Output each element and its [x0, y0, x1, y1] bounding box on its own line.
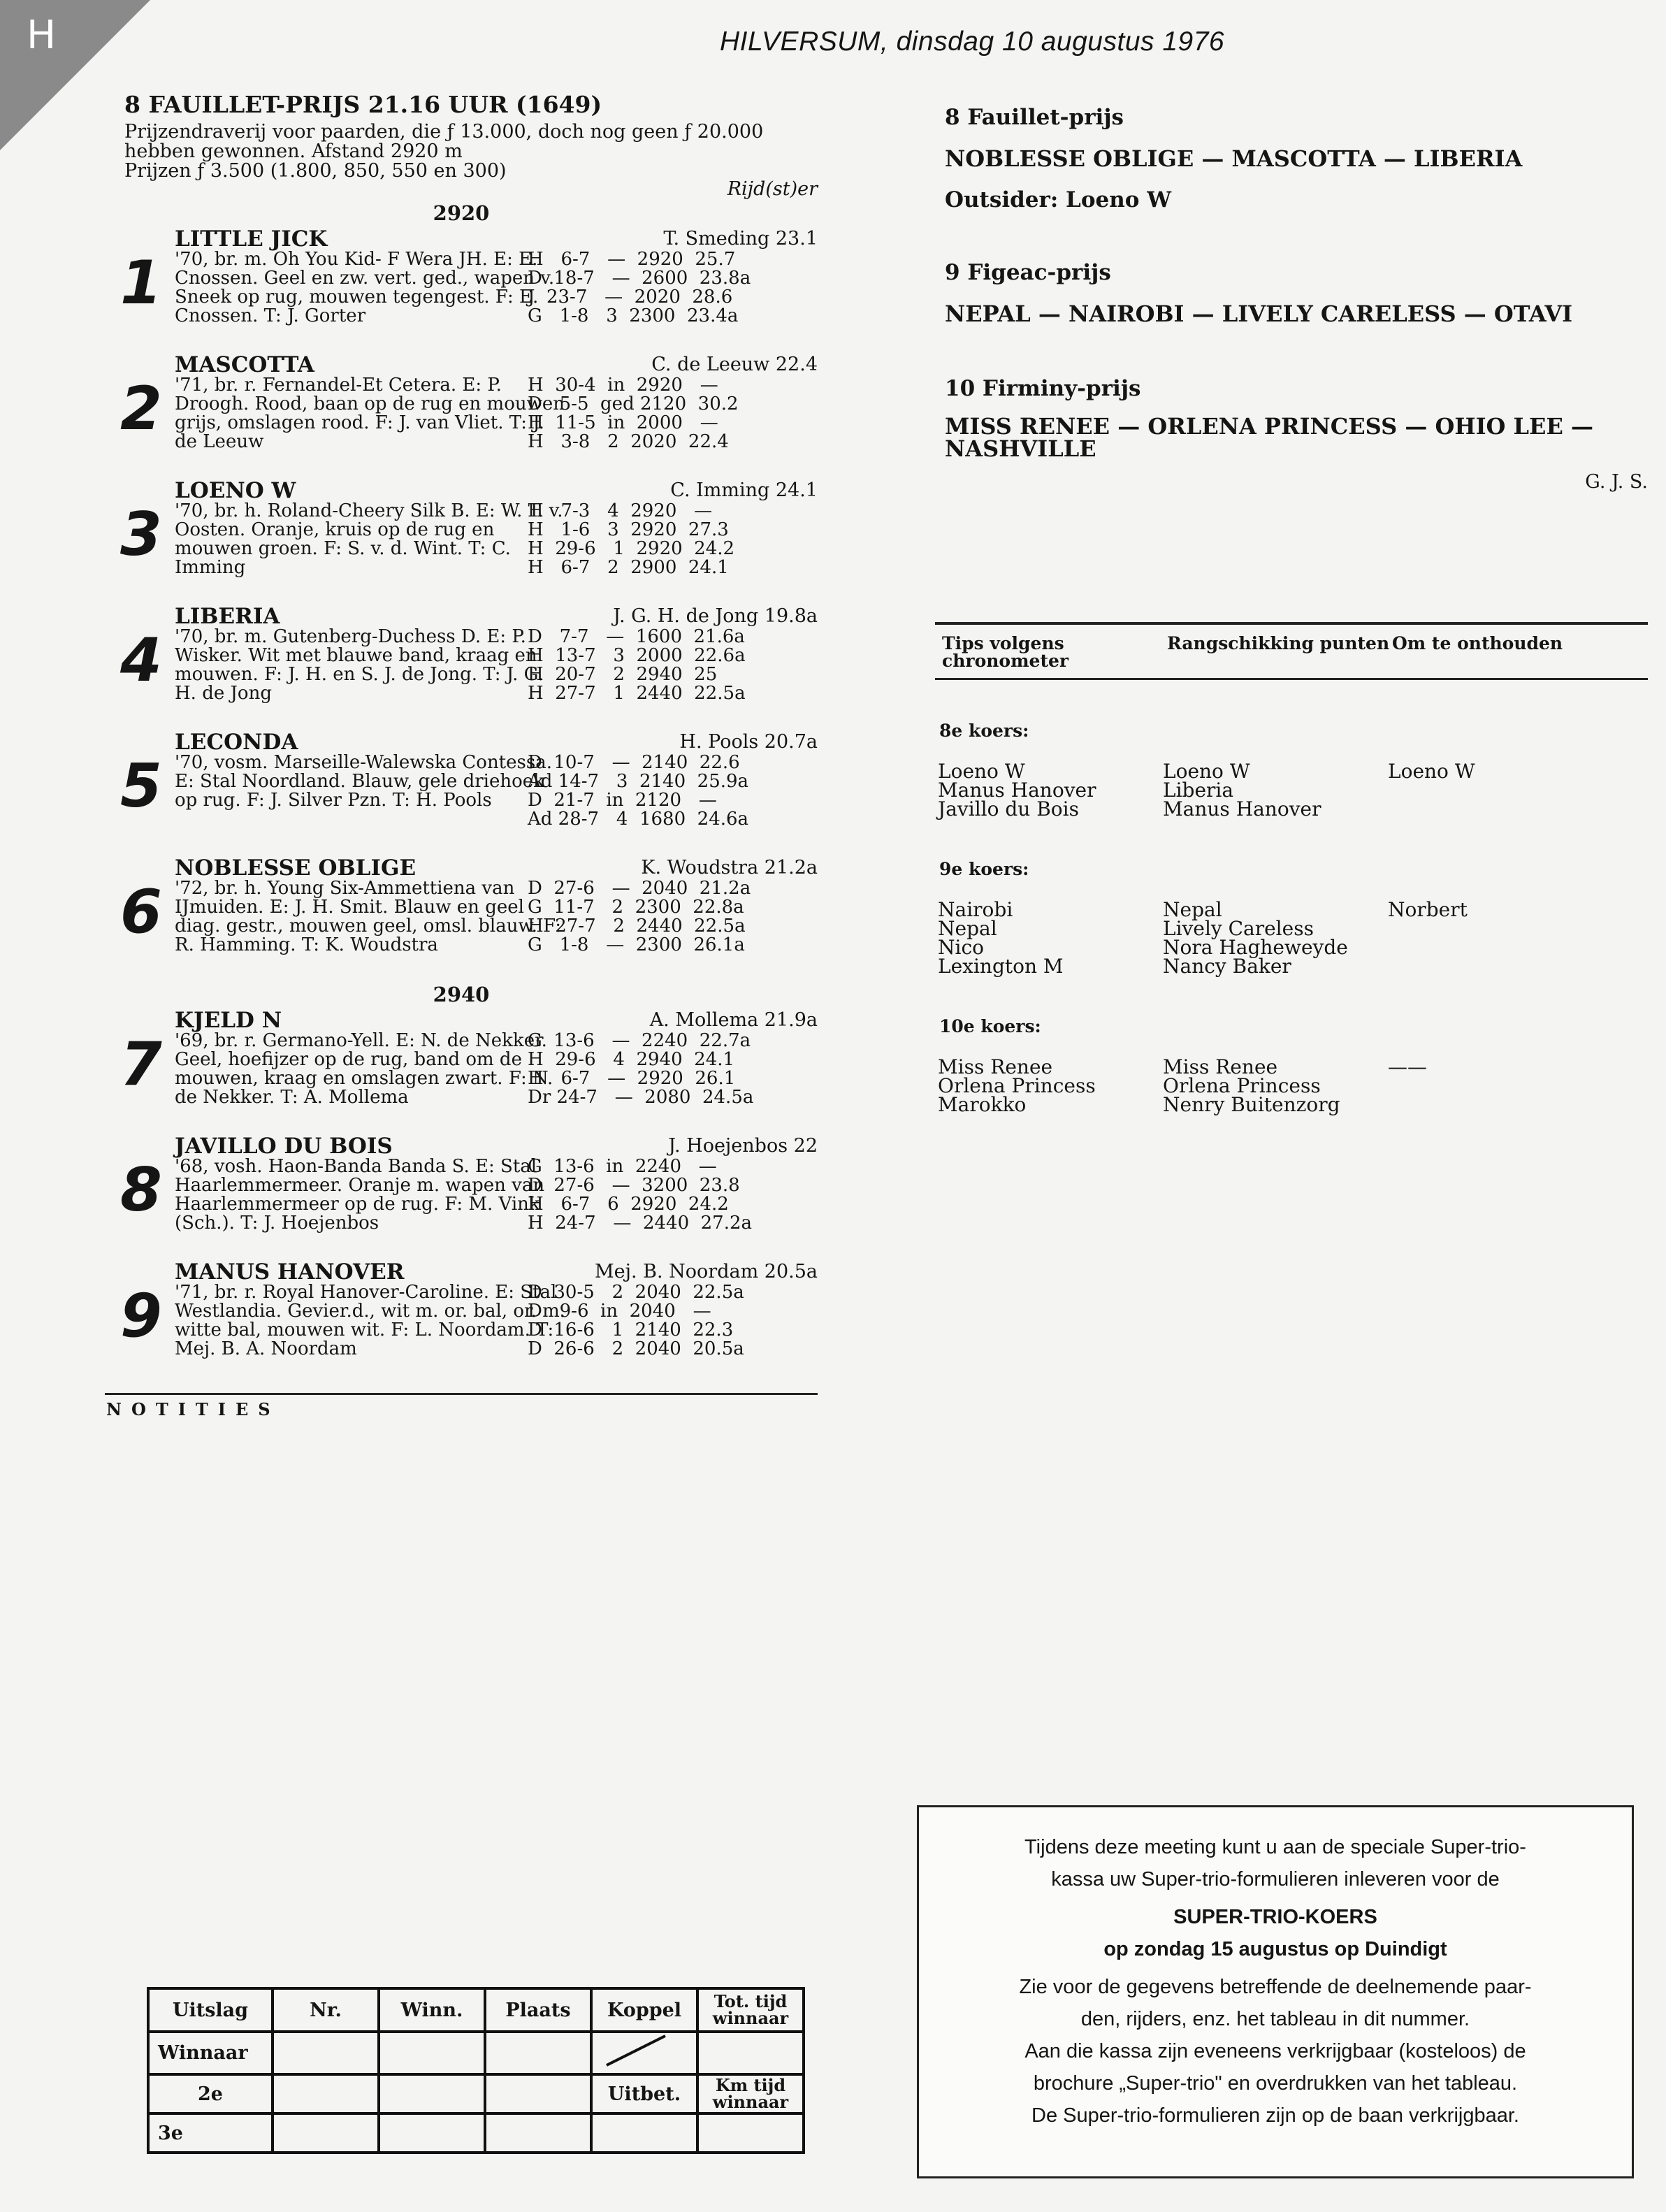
result-row: G 1-8 3 2300 23.4a — [528, 305, 739, 326]
jockey: C. Imming 24.1 — [670, 479, 818, 501]
result-row: H 6-7 2 2900 24.1 — [528, 557, 729, 578]
horse-entry — [105, 1259, 818, 1385]
koers-col2 — [1163, 1057, 1388, 1114]
result-row: D 16-6 1 2140 22.3 — [528, 1320, 734, 1340]
jockey: A. Mollema 21.9a — [649, 1009, 818, 1031]
koers-entry: Orlena Princess — [938, 1074, 1096, 1097]
koers-col3 — [1388, 900, 1613, 976]
horse-number: 4 — [120, 626, 162, 695]
horse-entry — [105, 478, 818, 604]
horse-number: 1 — [120, 248, 162, 318]
tips-table — [935, 622, 1648, 1114]
result-row: H 1-6 3 2920 27.3 — [528, 519, 729, 540]
result-row: Dr 24-7 — 2080 24.5a — [528, 1087, 754, 1108]
horse-name: MANUS HANOVER — [175, 1259, 405, 1285]
koers-entry: Miss Renee — [938, 1055, 1053, 1078]
divider — [105, 1393, 818, 1395]
koers-entry: Nico — [938, 936, 984, 959]
koers-col3 — [1388, 1057, 1613, 1114]
horse-entry — [105, 1008, 818, 1134]
horse-entry — [105, 604, 818, 730]
result-row: G 13-6 — 2240 22.7a — [528, 1030, 751, 1051]
koers-col3 — [1388, 762, 1613, 818]
koers-entry: Norbert — [1388, 898, 1468, 921]
koers-label: 9e koers: — [939, 859, 1029, 879]
result-row: G 1-8 — 2300 26.1a — [528, 934, 745, 955]
race-desc: Prijzendraverij voor paarden, die ƒ 13.000, doch nog geen ƒ 20.000 hebben gewonnen. Afstand 2920 m Prijzen ƒ 3.500 (1.800, 850, 550 en 300) — [124, 121, 764, 182]
picks-column — [945, 105, 1651, 493]
jockey: J. G. H. de Jong 19.8a — [613, 605, 818, 627]
horse-results — [528, 753, 818, 829]
horse-name: LIBERIA — [175, 604, 280, 629]
pick-10: MISS RENEE — ORLENA PRINCESS — OHIO LEE — NASHVILLE — [945, 413, 1593, 462]
koers-col2 — [1163, 760, 1388, 821]
koers-col1 — [938, 900, 1163, 976]
pick-title-8: 8 Fauillet-prijs — [945, 105, 1124, 130]
slash-icon — [601, 2033, 671, 2068]
notities-label: NOTITIES — [106, 1399, 280, 1419]
jockey: Mej. B. Noordam 20.5a — [595, 1261, 818, 1282]
horse-name: JAVILLO DU BOIS — [175, 1134, 393, 1159]
koers-entry: Manus Hanover — [938, 779, 1096, 802]
tips-header-onthouden: Om te onthouden — [1392, 633, 1563, 653]
jockey: H. Pools 20.7a — [679, 731, 818, 753]
koers-entry: Nenry Buitenzorg — [1163, 1093, 1340, 1116]
result-row: D 26-6 2 2040 20.5a — [528, 1338, 744, 1359]
pick-8: NOBLESSE OBLIGE — MASCOTTA — LIBERIA — [945, 145, 1523, 172]
horse-entry — [105, 226, 818, 352]
result-row: J 23-7 — 2020 28.6 — [528, 287, 733, 308]
result-row: D 27-6 — 2040 21.2a — [528, 878, 751, 899]
koers-entry: Javillo du Bois — [938, 797, 1079, 821]
koers-block — [935, 859, 1648, 976]
tips-header-chronometer: Tips volgens chronometer — [942, 633, 1069, 671]
horse-results — [528, 1157, 818, 1233]
koers-col1 — [938, 1057, 1163, 1114]
result-row: D 21-7 in 2120 — — [528, 790, 717, 811]
result-row: H 11-5 in 2000 — — [528, 412, 718, 433]
result-row: G 11-7 2 2300 22.8a — [528, 897, 744, 918]
koers-entry: —— — [1388, 1055, 1427, 1078]
outsider: Outsider: Loeno W — [945, 187, 1172, 212]
result-row: Ad 28-7 4 1680 24.6a — [528, 809, 749, 830]
horse-description: '70, br. m. Oh You Kid- F Wera JH. E: E. Cnossen. Geel en zw. vert. ged., wapen v. Sneek op rug, mouwen tegengest. F: E. Cnossen. T: J. Gorter — [175, 249, 555, 326]
jockey: C. de Leeuw 22.4 — [651, 354, 818, 375]
result-row: H 29-6 1 2920 24.2 — [528, 538, 735, 559]
horse-description: '68, vosh. Haon-Banda Banda S. E: Stal Haarlemmermeer. Oranje m. wapen van Haarlemmermeer op de rug. F: M. Vink (Sch.). T: J. Hoejenbos — [175, 1156, 545, 1234]
result-row: D 9-6 in 2040 — — [528, 1301, 711, 1322]
result-row: H 6-7 — 2920 25.7 — [528, 249, 736, 270]
koers-entry: Orlena Princess — [1163, 1074, 1321, 1097]
horse-name: NOBLESSE OBLIGE — [175, 855, 416, 881]
pick-9: NEPAL — NAIROBI — LIVELY CARELESS — OTAVI — [945, 301, 1573, 327]
strike — [591, 2032, 697, 2074]
horse-description: '70, br. h. Roland-Cheery Silk B. E: W. T. v. Oosten. Oranje, kruis op de rug en mouwen groen. F: S. v. d. Wint. T: C. Imming — [175, 500, 563, 578]
payout-table: Uitslag Nr. Winn. Plaats Koppel Tot. tijd winnaar Winnaar 2e Uitbet. Km tijd winnaar 3e — [147, 1987, 805, 2154]
koers-entry: Nancy Baker — [1163, 955, 1291, 978]
horse-number: 2 — [120, 374, 162, 444]
horse-results — [528, 879, 818, 955]
horse-description: '72, br. h. Young Six-Ammettiena van IJmuiden. E: J. H. Smit. Blauw en geel diag. gestr., mouwen geel, omsl. blauw. F: R. Hamming. T: K. Woudstra — [175, 878, 562, 955]
koers-entry: Loeno W — [938, 760, 1025, 783]
page-header: HILVERSUM, dinsdag 10 augustus 1976 — [720, 27, 1225, 57]
tips-header-rangschikking: Rangschikking punten — [1167, 633, 1390, 653]
koers-entry: Miss Renee — [1163, 1055, 1278, 1078]
horse-entry — [105, 855, 818, 981]
koers-entry: Nora Hagheweyde — [1163, 936, 1348, 959]
koers-block — [935, 721, 1648, 821]
result-row: G 13-6 in 2240 — — [528, 1156, 717, 1177]
result-row: D 10-7 — 2140 22.6 — [528, 752, 740, 773]
koers-entry: Lively Careless — [1163, 917, 1314, 940]
horse-description: '70, br. m. Gutenberg-Duchess D. E: P. Wisker. Wit met blauwe band, kraag en mouwen. F: J. H. en S. J. de Jong. T: J. G. H. de Jong — [175, 626, 544, 704]
horse-entry — [105, 1134, 818, 1259]
horse-number: 7 — [120, 1029, 162, 1099]
horse-name: KJELD N — [175, 1008, 282, 1033]
result-row: D 27-6 — 3200 23.8 — [528, 1175, 740, 1196]
race-title: 8 FAUILLET-PRIJS 21.16 UUR (1649) — [124, 91, 602, 118]
horse-description: '71, br. r. Royal Hanover-Caroline. E: Stal Westlandia. Gevier.d., wit m. or. bal, or. m. witte bal, mouwen wit. F: L. Noordam. T: Mej. B. A. Noordam — [175, 1282, 566, 1359]
distance-2920: 2920 — [433, 201, 490, 225]
horse-name: LITTLE JICK — [175, 226, 328, 252]
tips-header — [935, 625, 1648, 678]
horse-results — [528, 502, 818, 577]
koers-label: 8e koers: — [939, 721, 1029, 741]
result-row: H 30-4 in 2920 — — [528, 375, 718, 396]
result-row: H 6-7 — 2920 26.1 — [528, 1068, 736, 1089]
result-row: H 27-7 1 2440 22.5a — [528, 683, 746, 704]
race-program — [105, 91, 818, 1385]
horse-entry — [105, 730, 818, 855]
distance-2940: 2940 — [433, 983, 490, 1006]
horse-name: MASCOTTA — [175, 352, 314, 377]
horse-results — [528, 628, 818, 703]
horse-number: 9 — [120, 1281, 162, 1351]
koers-entry: Lexington M — [938, 955, 1064, 978]
pick-title-10: 10 Firminy-prijs — [945, 376, 1141, 401]
horse-description: '71, br. r. Fernandel-Et Cetera. E: P. Droogh. Rood, baan op de rug en mouwen grijs, omslagen rood. F: J. van Vliet. T: J. de Leeuw — [175, 375, 565, 452]
result-row: Ad 14-7 3 2140 25.9a — [528, 771, 749, 792]
result-row: D 30-5 2 2040 22.5a — [528, 1282, 744, 1303]
horse-name: LOENO W — [175, 478, 296, 503]
horse-entry — [105, 352, 818, 478]
horse-number: 3 — [120, 500, 162, 570]
koers-entry: Nepal — [1163, 898, 1222, 921]
horse-results — [528, 376, 818, 451]
koers-entry: Loeno W — [1163, 760, 1250, 783]
jockey: K. Woudstra 21.2a — [641, 857, 818, 879]
koers-entry: Nepal — [938, 917, 997, 940]
corner-letter: H — [27, 13, 57, 58]
koers-label: 10e koers: — [939, 1016, 1041, 1036]
result-row: H 13-7 3 2000 22.6a — [528, 645, 746, 666]
result-row: D 5-5 ged 2120 30.2 — [528, 393, 739, 414]
result-row: H 29-6 4 2940 24.1 — [528, 1049, 735, 1070]
result-row: H 7-3 4 2920 — — [528, 500, 713, 521]
horse-results — [528, 1032, 818, 1107]
result-row: H 20-7 2 2940 25 — [528, 664, 718, 685]
horse-results — [528, 250, 818, 326]
horse-name: LECONDA — [175, 730, 298, 755]
koers-block — [935, 1016, 1648, 1114]
horse-number: 8 — [120, 1155, 162, 1225]
horse-description: '70, vosm. Marseille-Walewska Contessa. E: Stal Noordland. Blauw, gele driehoek op rug. F: J. Silver Pzn. T: H. Pools — [175, 752, 552, 811]
koers-entry: Liberia — [1163, 779, 1234, 802]
pick-title-9: 9 Figeac-prijs — [945, 260, 1111, 285]
result-row: H 27-7 2 2440 22.5a — [528, 916, 746, 937]
result-row: H 24-7 — 2440 27.2a — [528, 1213, 753, 1234]
horse-number: 6 — [120, 877, 162, 947]
jockey: T. Smeding 23.1 — [663, 228, 818, 250]
koers-entry: Manus Hanover — [1163, 797, 1321, 821]
koers-entry: Loeno W — [1388, 760, 1475, 783]
result-row: H 6-7 6 2920 24.2 — [528, 1194, 729, 1215]
horse-number: 5 — [120, 751, 162, 821]
result-row: D 18-7 — 2600 23.8a — [528, 268, 751, 289]
horse-description: '69, br. r. Germano-Yell. E: N. de Nekker. Geel, hoefijzer op de rug, band om de mouwen, kraag en omslagen zwart. F: N. de Nekker. T: A. Mollema — [175, 1030, 553, 1108]
koers-col2 — [1163, 900, 1388, 976]
result-row: D 7-7 — 1600 21.6a — [528, 626, 745, 647]
koers-entry: Nairobi — [938, 898, 1013, 921]
rijdster-label: Rijd(st)er — [727, 178, 818, 200]
horse-results — [528, 1283, 818, 1359]
super-trio-notice: Tijdens deze meeting kunt u aan de speciale Super-trio- kassa uw Super-trio-formulieren inleveren voor de SUPER-TRIO-KOERS op zondag 15 augustus op Duindigt Zie voor de gegevens betreffende de deelnemende paar- den, rijders, enz. het tableau in dit nummer. Aan die kassa zijn eveneens verkrijgbaar (kosteloos) de brochure „Super-trio" en overdrukken van het tableau. De Super-trio-formulieren zijn op de baan verkrijgbaar. — [917, 1805, 1634, 2178]
koers-entry: Marokko — [938, 1093, 1027, 1116]
signature: G. J. S. — [1585, 471, 1648, 493]
jockey: J. Hoejenbos 22 — [668, 1135, 818, 1157]
result-row: H 3-8 2 2020 22.4 — [528, 431, 729, 452]
koers-col1 — [938, 760, 1163, 821]
